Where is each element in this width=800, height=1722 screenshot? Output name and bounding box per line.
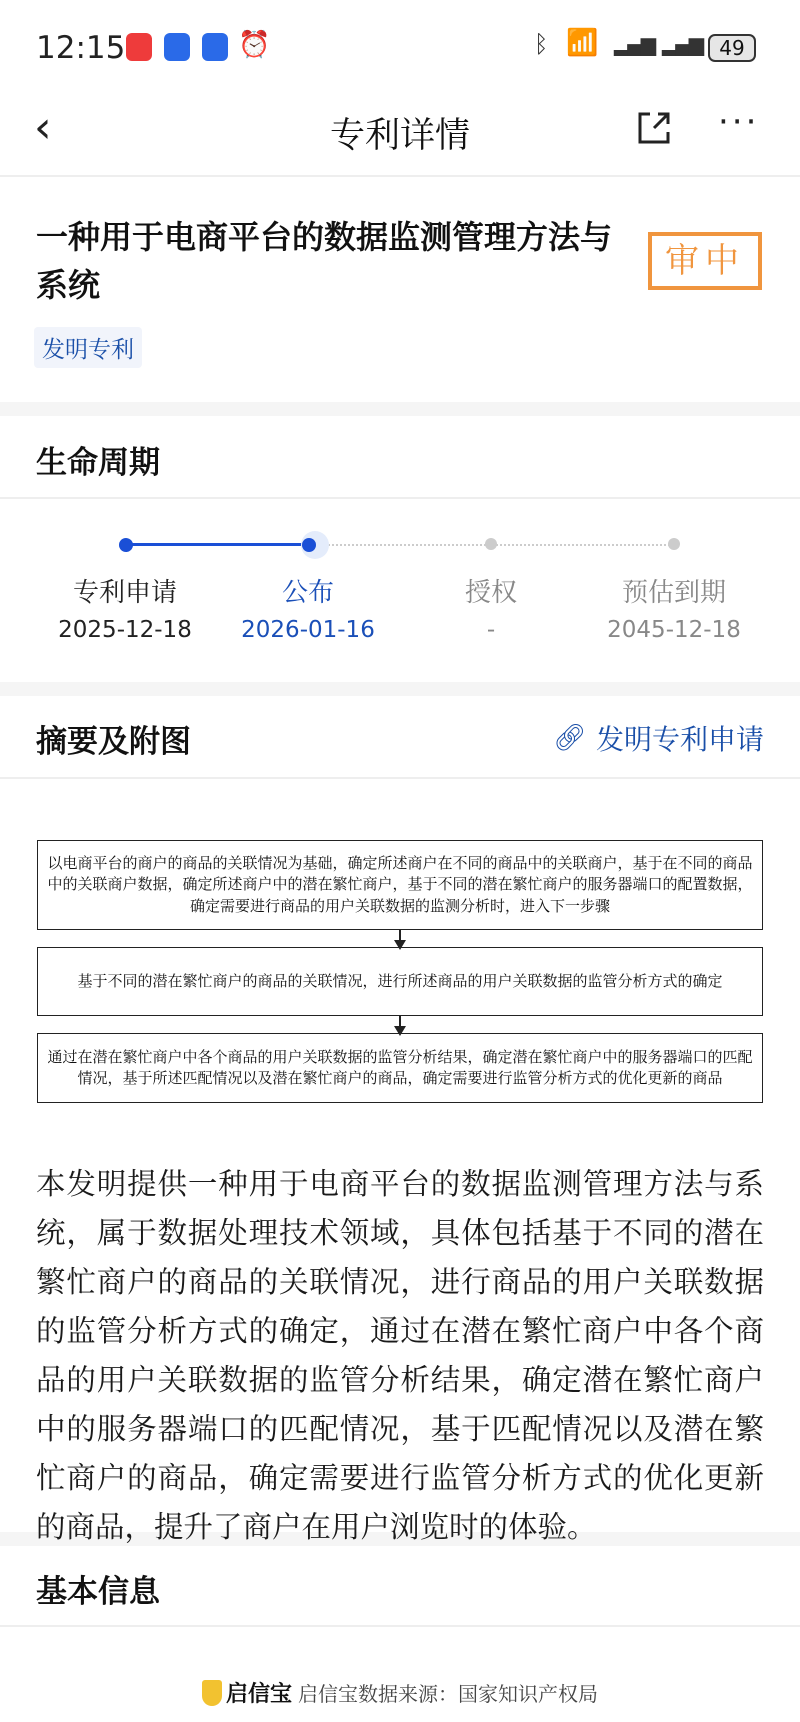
link-label: 发明专利申请 (595, 723, 764, 756)
timeline-dot-expiry (668, 538, 680, 550)
divider (0, 497, 800, 499)
step-date: - (486, 617, 496, 643)
flowchart-step-1: 以电商平台的商户的商品的关联情况为基础，确定所述商户在不同的商品中的关联商户，基于在不同的商品中的关联商户数据，确定所述商户中的潜在繁忙商户，基于不同的潜在繁忙商户的服务器端口的配置数据，确定需要进行商品的用户关联数据的监测分析时，进入下一步骤 (37, 840, 763, 930)
flowchart-step-3: 通过在潜在繁忙商户中各个商品的用户关联数据的监管分析结果，确定潜在繁忙商户中的服务器端口的匹配情况，基于所述匹配情况以及潜在繁忙商户的商品，确定需要进行监管分析方式的优化更新的商品 (37, 1033, 763, 1103)
basic-info-heading: 基本信息 (36, 1574, 160, 1610)
signal-icon: ▂▄▆ (614, 32, 655, 56)
timeline-progress-line (126, 543, 309, 546)
flowchart-step-2: 基于不同的潜在繁忙商户的商品的关联情况，进行所述商品的用户关联数据的监管分析方式的确定 (37, 947, 763, 1016)
step-label: 公布 (281, 578, 334, 608)
more-icon[interactable]: ··· (718, 102, 760, 142)
lifecycle-heading: 生命周期 (36, 445, 160, 481)
abstract-heading: 摘要及附图 (36, 724, 191, 760)
divider (0, 777, 800, 779)
signal-icon-2: ▂▄▆ (662, 32, 703, 56)
hand-app-icon (202, 33, 228, 61)
timeline-dot-published (302, 538, 316, 552)
patent-header-card (0, 177, 800, 402)
huawei-appgallery-icon (126, 33, 152, 61)
status-time: 12:15 (36, 30, 126, 66)
patent-application-link[interactable] (553, 718, 764, 758)
page-title: 专利详情 (329, 116, 470, 156)
top-nav (0, 88, 800, 176)
data-source-footer (0, 1677, 800, 1708)
step-date: 2045-12-18 (607, 617, 741, 643)
step-date: 2025-12-18 (58, 617, 192, 643)
flowchart-arrow (399, 930, 401, 948)
alarm-icon: ⏰ (238, 30, 271, 60)
step-label: 预估到期 (621, 578, 726, 608)
step-label: 专利申请 (72, 578, 177, 608)
brand-name: 启信宝 (225, 1682, 292, 1707)
source-text: 启信宝数据来源：国家知识产权局 (298, 1682, 598, 1706)
divider (0, 1625, 800, 1627)
timeline-dot-filed (119, 538, 133, 552)
voice-app-icon (164, 33, 190, 61)
bluetooth-icon: ᛒ (534, 30, 549, 58)
timeline-dot-granted (485, 538, 497, 550)
status-stamp: 审中 (648, 232, 762, 290)
patent-type-tag: 发明专利 (34, 327, 142, 368)
step-label: 授权 (464, 578, 517, 608)
battery-indicator: 49 (708, 34, 756, 62)
abstract-text: 本发明提供一种用于电商平台的数据监测管理方法与系统，属于数据处理技术领域，具体包括基于不同的潜在繁忙商户的商品的关联情况，进行商品的用户关联数据的监管分析方式的确定，通过在潜在繁忙商户中各个商品的用户关联数据的监管分析结果，确定潜在繁忙商户中的服务器端口的匹配情况，基于匹配情况以及潜在繁忙商户的商品，确定需要进行监管分析方式的优化更新的商品，提升了商户在用户浏览时的体验。 (36, 1167, 764, 1544)
wifi-icon: 📶 (566, 28, 599, 58)
qixinbao-logo-icon (202, 1680, 222, 1706)
flowchart-arrow (399, 1016, 401, 1034)
share-icon[interactable] (636, 110, 672, 146)
step-date: 2026-01-16 (241, 617, 375, 643)
status-bar (0, 0, 800, 88)
back-button[interactable]: ‹ (34, 102, 52, 153)
link-icon: 🔗︎ (552, 723, 586, 753)
patent-title: 一种用于电商平台的数据监测管理方法与系统 (36, 218, 613, 304)
